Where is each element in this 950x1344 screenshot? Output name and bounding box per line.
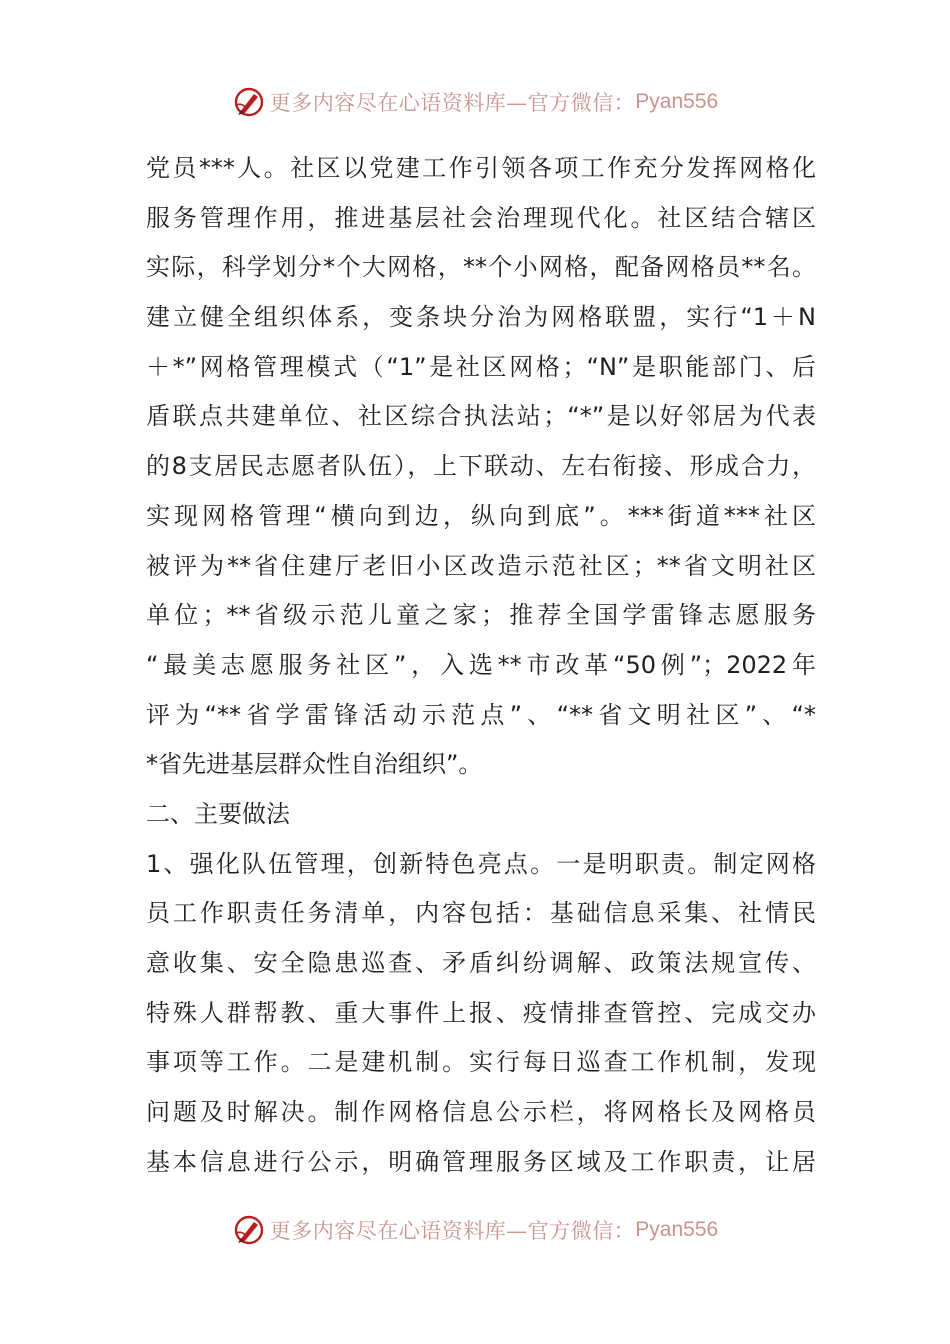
body-line: 评为“**省学雷锋活动示范点”、“**省文明社区”、“* <box>146 700 816 729</box>
pen-circle-icon <box>232 1213 266 1247</box>
body-line: 问题及时解决。制作网格信息公示栏，将网格长及网格员 <box>146 1098 816 1127</box>
footer-watermark-banner <box>0 1210 950 1250</box>
pen-circle-icon <box>232 85 266 119</box>
body-line: 基本信息进行公示，明确管理服务区域及工作职责，让居 <box>146 1147 816 1176</box>
body-line: 被评为**省住建厅老旧小区改造示范社区；**省文明社区 <box>146 551 816 580</box>
body-line: 员工作职责任务清单，内容包括：基础信息采集、社情民 <box>146 899 816 928</box>
body-line: 事项等工作。二是建机制。实行每日巡查工作机制，发现 <box>146 1048 816 1077</box>
banner-text: 更多内容尽在心语资料库—官方微信： <box>269 1219 636 1243</box>
body-line: 党员***人。社区以党建工作引领各项工作充分发挥网格化 <box>146 154 816 182</box>
header-watermark-banner <box>0 82 950 122</box>
document-body <box>146 144 816 1187</box>
banner-text: 更多内容尽在心语资料库—官方微信： <box>269 91 636 115</box>
body-line: ＋*”网格管理模式（“1”是社区网格；“N”是职能部门、后 <box>146 352 816 381</box>
body-line: 服务管理作用，推进基层社会治理现代化。社区结合辖区 <box>146 203 816 232</box>
body-line: “最美志愿服务社区”，入选**市改革“50例”；2022年 <box>146 650 816 679</box>
section-heading: 二、主要做法 <box>146 799 290 828</box>
banner-wechat-id: Pyan556 <box>635 90 719 113</box>
body-line: *省先进基层群众性自治组织”。 <box>146 750 483 779</box>
body-line: 建立健全组织体系，变条块分治为网格联盟，实行“1＋N <box>146 303 816 332</box>
banner-wechat-id: Pyan556 <box>635 1218 719 1241</box>
body-line: 意收集、安全隐患巡查、矛盾纠纷调解、政策法规宣传、 <box>146 949 816 977</box>
body-line: 实现网格管理“横向到边，纵向到底”。***街道***社区 <box>146 501 816 530</box>
body-line: 的8支居民志愿者队伍），上下联动、左右衔接、形成合力， <box>146 452 816 481</box>
body-line: 单位；**省级示范儿童之家；推荐全国学雷锋志愿服务 <box>146 601 816 630</box>
body-line: 实际，科学划分*个大网格，**个小网格，配备网格员**名。 <box>146 253 816 282</box>
body-line: 盾联点共建单位、社区综合执法站；“*”是以好邻居为代表 <box>146 402 816 431</box>
body-line: 1、强化队伍管理，创新特色亮点。一是明职责。制定网格 <box>146 849 816 878</box>
body-line: 特殊人群帮教、重大事件上报、疫情排查管控、完成交办 <box>146 998 816 1027</box>
